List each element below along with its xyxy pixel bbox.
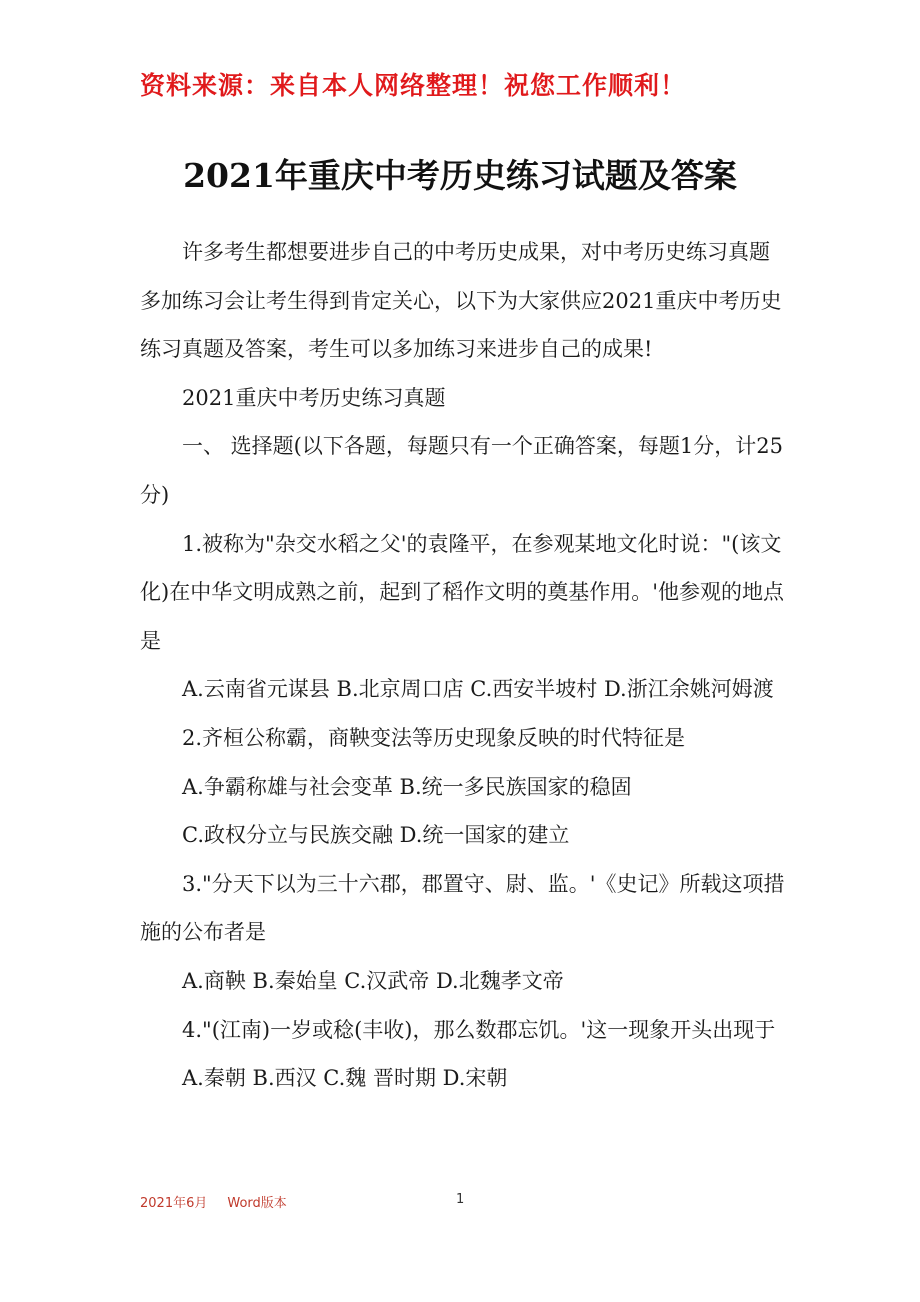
footer-date: 2021年6月 xyxy=(140,1196,208,1211)
paragraph-instructions: 一、 选择题(以下各题，每题只有一个正确答案，每题1分，计25分) xyxy=(140,434,783,507)
question-1-options: A.云南省元谋县 B.北京周口店 C.西安半坡村 D.浙江余姚河姆渡 xyxy=(182,677,774,702)
question-4-options: A.秦朝 B.西汉 C.魏 晋时期 D.宋朝 xyxy=(182,1066,508,1091)
question-3-options: A.商鞅 B.秦始皇 C.汉武帝 D.北魏孝文帝 xyxy=(182,968,564,993)
document-title: 2021年重庆中考历史练习试题及答案 xyxy=(183,156,737,195)
paragraph-section-heading: 2021重庆中考历史练习真题 xyxy=(182,385,446,410)
question-4: 4."(江南)一岁或稔(丰收)，那么数郡忘饥。'这一现象开头出现于 xyxy=(182,1017,776,1042)
page-number: 1 xyxy=(456,1192,465,1207)
footer-meta xyxy=(140,1192,307,1211)
question-2: 2.齐桓公称霸，商鞅变法等历史现象反映的时代特征是 xyxy=(182,725,686,750)
question-1: 1.被称为"杂交水稻之父'的袁隆平，在参观某地文化时说："(该文化)在中华文明成熟之前，起到了稻作文明的奠基作用。'他参观的地点是 xyxy=(140,531,784,653)
paragraph-intro: 许多考生都想要进步自己的中考历史成果，对中考历史练习真题多加练习会让考生得到肯定关心，以下为大家供应2021重庆中考历史练习真题及答案，考生可以多加练习来进步自己的成果! xyxy=(140,240,782,362)
footer-version: Word版本 xyxy=(227,1196,287,1211)
question-3: 3."分天下以为三十六郡，郡置守、尉、监。'《史记》所载这项措施的公布者是 xyxy=(140,871,785,945)
question-2-options-c-d: C.政权分立与民族交融 D.统一国家的建立 xyxy=(182,823,570,848)
source-banner: 资料来源：来自本人网络整理！祝您工作顺利！ xyxy=(140,71,687,100)
document-body xyxy=(140,228,790,1103)
question-2-options-a-b: A.争霸称雄与社会变革 B.统一多民族国家的稳固 xyxy=(182,774,632,799)
